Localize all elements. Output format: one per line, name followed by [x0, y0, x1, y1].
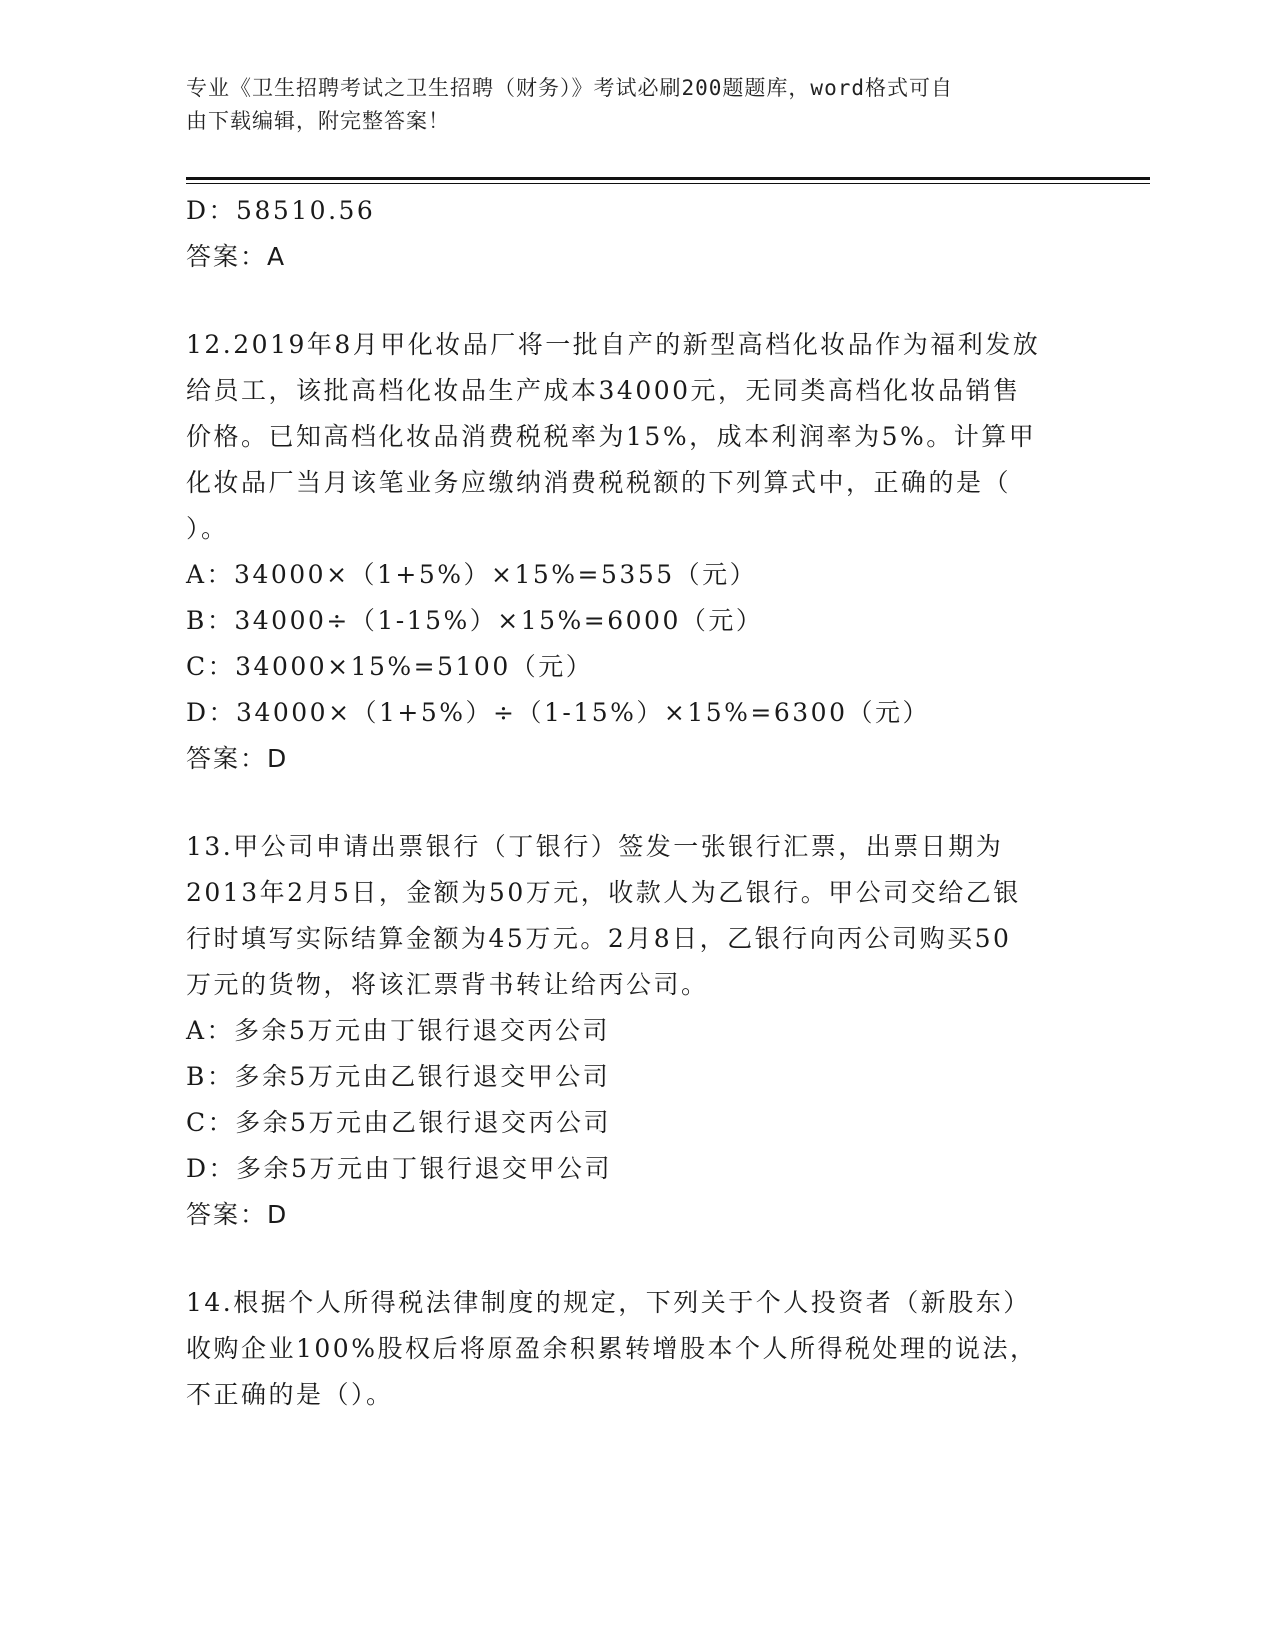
option-d: D：多余5万元由丁银行退交甲公司	[186, 1154, 612, 1183]
option-d: D：34000×（1+5%）÷（1-15%）×15%=6300（元）	[186, 698, 930, 727]
option-d: D：58510.56	[186, 196, 376, 225]
option-a: A：多余5万元由丁银行退交丙公司	[186, 1016, 610, 1045]
header-divider-thick	[186, 177, 1150, 180]
answer: 答案：D	[186, 1200, 289, 1229]
answer: 答案：D	[186, 744, 289, 773]
question-14	[186, 1280, 1086, 1418]
option-c: C：多余5万元由乙银行退交丙公司	[186, 1108, 612, 1137]
stem-line: 行时填写实际结算金额为45万元。2月8日，乙银行向丙公司购买50	[186, 924, 1012, 953]
question-12	[186, 322, 1086, 782]
question-stem	[186, 824, 1066, 1008]
option-c: C：34000×15%=5100（元）	[186, 652, 594, 681]
stem-line: 2013年2月5日，金额为50万元，收款人为乙银行。甲公司交给乙银	[186, 878, 1021, 907]
stem-line: 收购企业100%股权后将原盈余积累转增股本个人所得税处理的说法，	[186, 1334, 1038, 1363]
question-13	[186, 824, 1086, 1238]
stem-line: 给员工，该批高档化妆品生产成本34000元，无同类高档化妆品销售	[186, 376, 1021, 405]
stem-line: 12.2019年8月甲化妆品厂将一批自产的新型高档化妆品作为福利发放	[186, 330, 1041, 359]
stem-line: ）。	[186, 514, 229, 543]
page-header	[186, 72, 1076, 138]
stem-line: 不正确的是（）。	[186, 1380, 394, 1409]
answer: 答案：A	[186, 242, 287, 271]
stem-line: 14.根据个人所得税法律制度的规定，下列关于个人投资者（新股东）	[186, 1288, 1031, 1317]
question-stem	[186, 322, 1066, 552]
document-body	[186, 188, 1086, 1418]
previous-question-tail	[186, 188, 1086, 280]
header-line-1: 专业《卫生招聘考试之卫生招聘（财务）》考试必刷200题题库，word格式可自	[186, 76, 953, 100]
stem-line: 13.甲公司申请出票银行（丁银行）签发一张银行汇票，出票日期为	[186, 832, 1004, 861]
option-a: A：34000×（1+5%）×15%=5355（元）	[186, 560, 758, 589]
header-line-2: 由下载编辑，附完整答案！	[186, 109, 450, 133]
stem-line: 化妆品厂当月该笔业务应缴纳消费税税额的下列算式中，正确的是（	[186, 468, 1012, 497]
option-b: B：多余5万元由乙银行退交甲公司	[186, 1062, 611, 1091]
stem-line: 万元的货物，将该汇票背书转让给丙公司。	[186, 970, 709, 999]
question-stem	[186, 1280, 1066, 1418]
stem-line: 价格。已知高档化妆品消费税税率为15%，成本利润率为5%。计算甲	[186, 422, 1037, 451]
option-b: B：34000÷（1-15%）×15%=6000（元）	[186, 606, 764, 635]
header-divider-thin	[186, 183, 1150, 184]
